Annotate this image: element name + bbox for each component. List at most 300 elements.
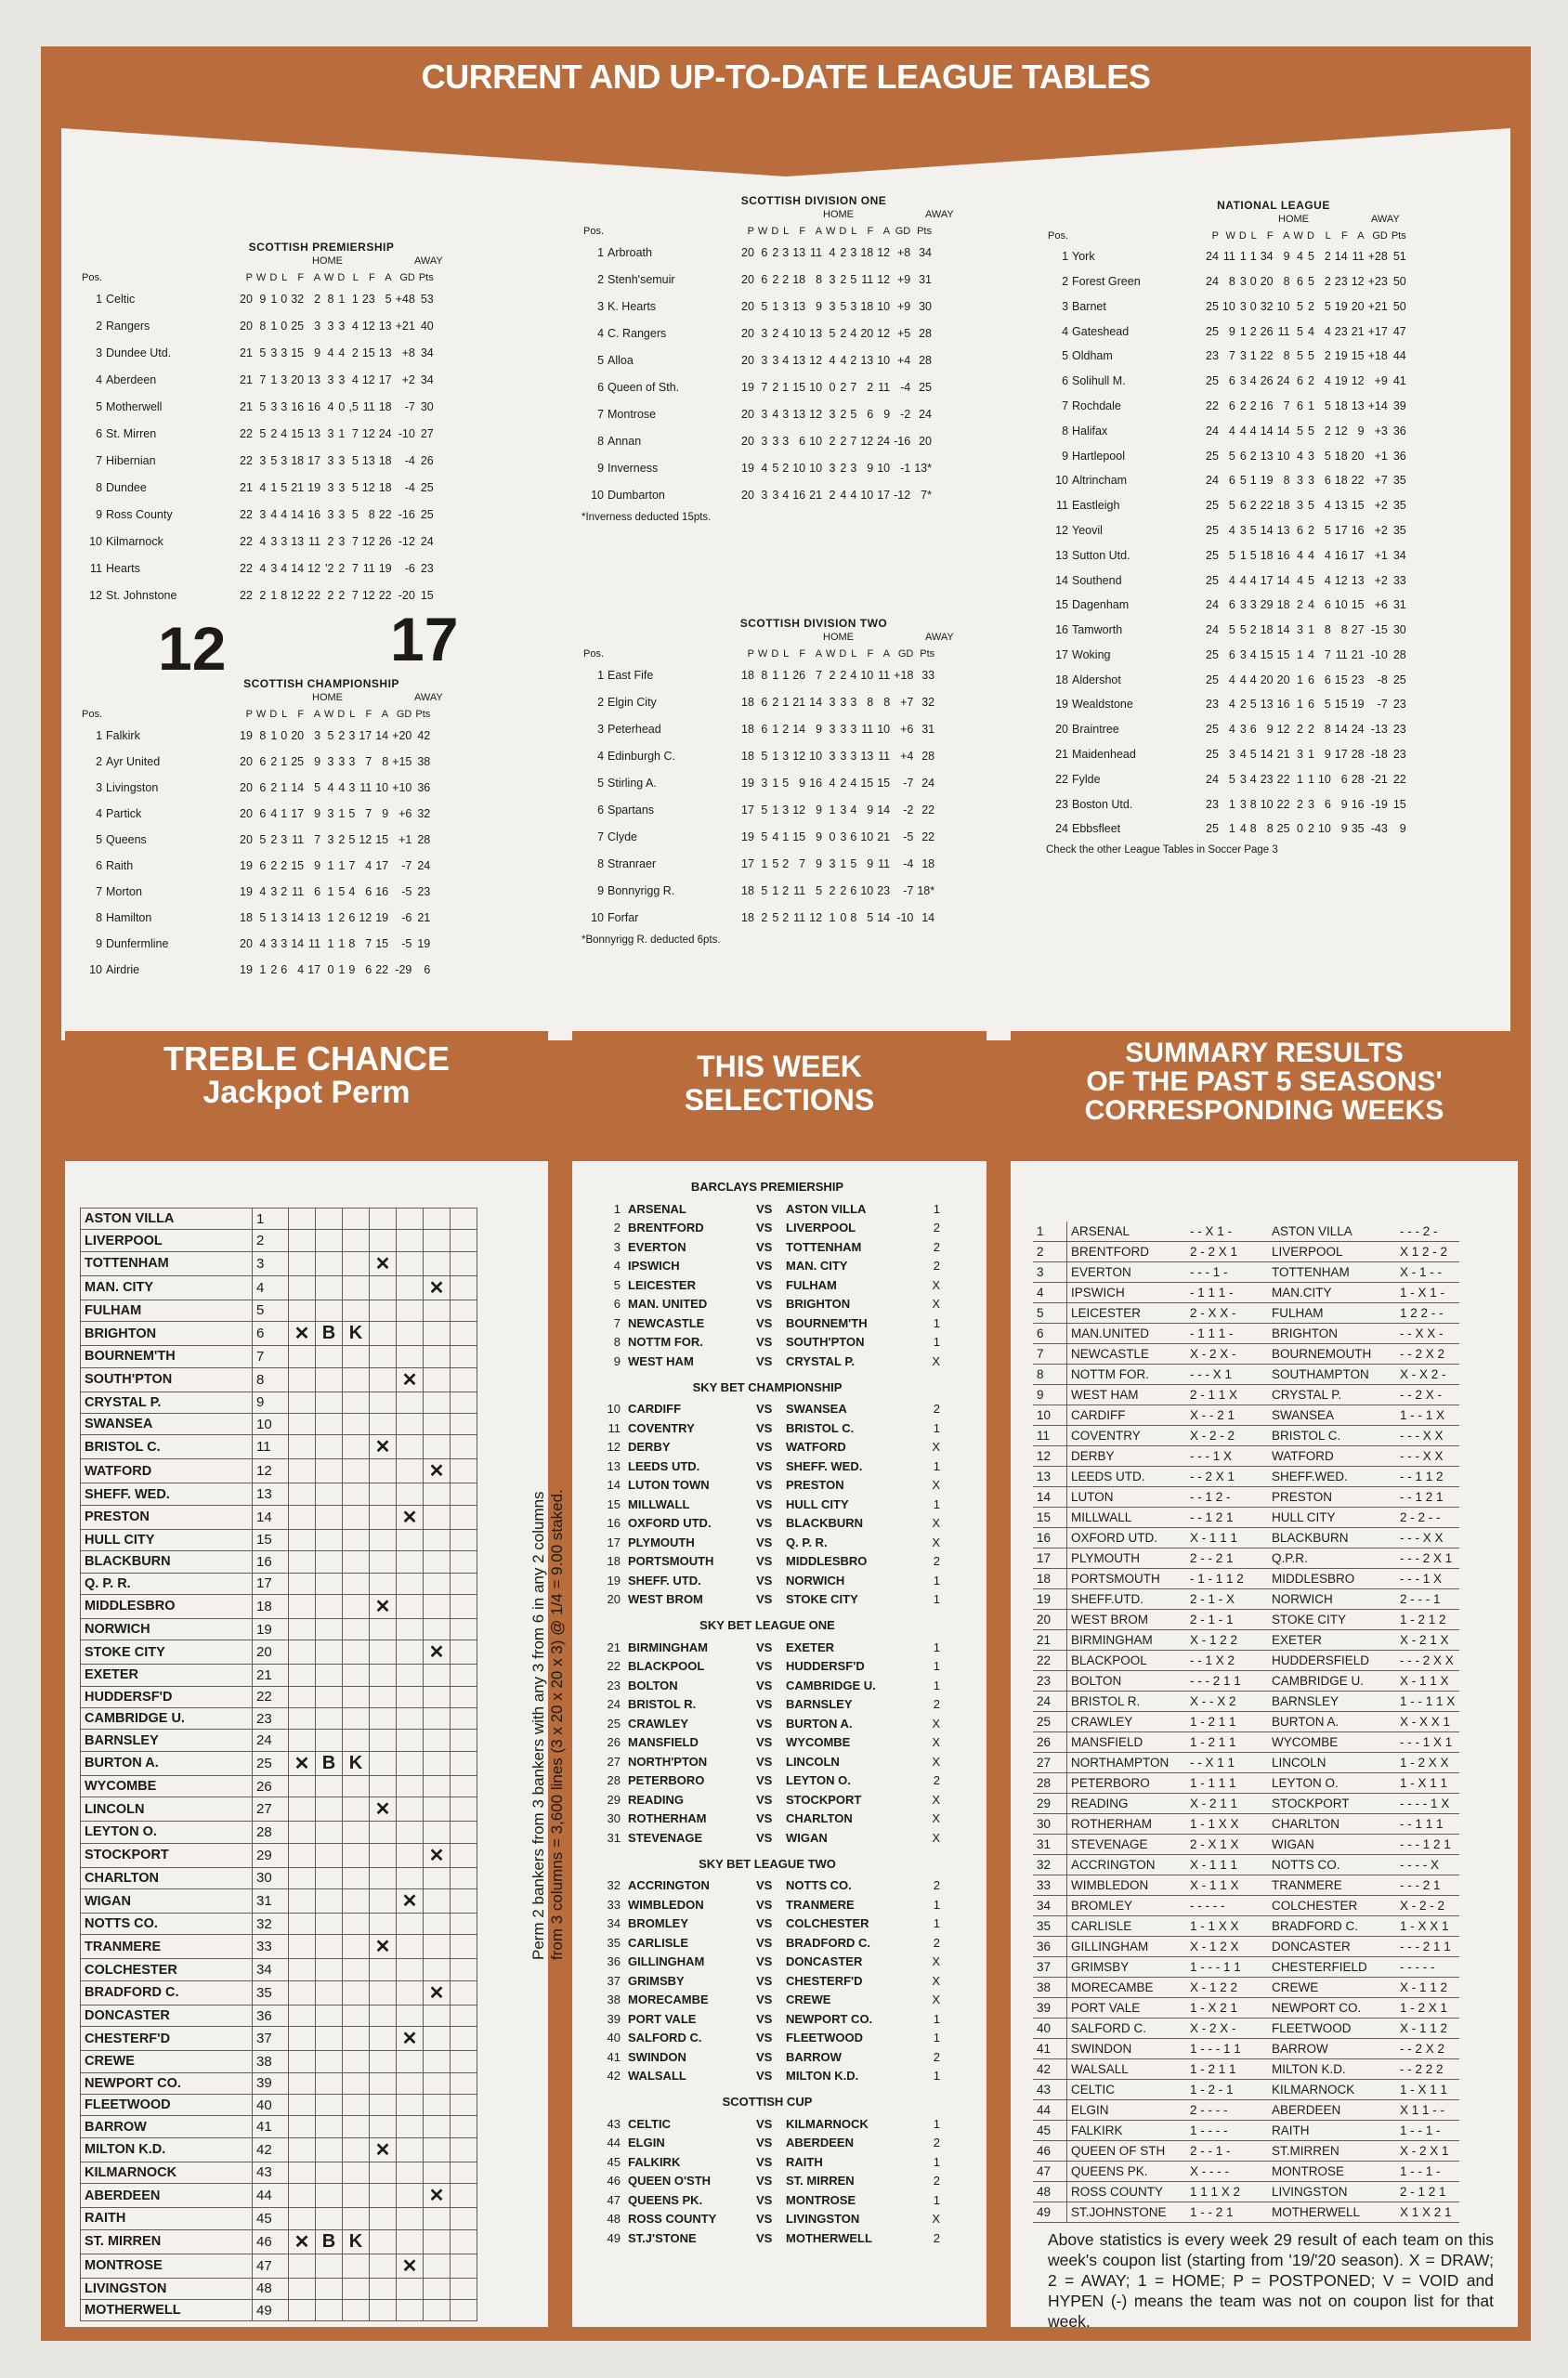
grid-cell[interactable] [397, 1322, 424, 1346]
grid-cell[interactable]: ✕ [370, 1435, 397, 1459]
grid-cell[interactable] [451, 1300, 477, 1321]
grid-cell[interactable] [316, 1822, 343, 1843]
grid-cell[interactable] [343, 1822, 370, 1843]
grid-cell[interactable] [343, 2137, 370, 2162]
grid-cell[interactable] [370, 1483, 397, 1505]
grid-cell[interactable] [424, 1435, 451, 1459]
grid-cell[interactable] [343, 2005, 370, 2026]
grid-cell[interactable] [397, 1640, 424, 1665]
grid-cell[interactable] [343, 1797, 370, 1822]
grid-cell[interactable] [343, 2027, 370, 2051]
grid-cell[interactable] [397, 1822, 424, 1843]
grid-cell[interactable] [424, 1230, 451, 1251]
grid-cell[interactable] [370, 1551, 397, 1573]
grid-cell[interactable] [451, 1843, 477, 1867]
grid-cell[interactable] [316, 1483, 343, 1505]
grid-cell[interactable] [289, 1959, 316, 1980]
grid-cell[interactable] [451, 2005, 477, 2026]
grid-cell[interactable] [316, 1889, 343, 1914]
grid-cell[interactable] [370, 1914, 397, 1935]
grid-cell[interactable] [289, 2027, 316, 2051]
grid-cell[interactable] [370, 2278, 397, 2299]
grid-cell[interactable] [370, 1867, 397, 1888]
grid-cell[interactable] [343, 1529, 370, 1550]
grid-cell[interactable] [370, 1980, 397, 2005]
grid-cell[interactable] [316, 2184, 343, 2208]
grid-cell[interactable] [316, 1843, 343, 1867]
grid-cell[interactable] [289, 1573, 316, 1594]
grid-cell[interactable] [289, 2208, 316, 2229]
grid-cell[interactable] [316, 1230, 343, 1251]
grid-cell[interactable] [424, 2254, 451, 2278]
grid-cell[interactable] [289, 1730, 316, 1751]
grid-cell[interactable] [289, 1889, 316, 1914]
grid-cell[interactable] [316, 1367, 343, 1392]
grid-cell[interactable] [451, 1322, 477, 1346]
grid-cell[interactable] [316, 2094, 343, 2115]
grid-cell[interactable] [451, 1889, 477, 1914]
grid-cell[interactable] [397, 2094, 424, 2115]
grid-cell[interactable] [451, 2208, 477, 2229]
grid-cell[interactable]: ✕ [370, 1594, 397, 1618]
grid-cell[interactable] [316, 1686, 343, 1707]
grid-cell[interactable]: ✕ [397, 1889, 424, 1914]
grid-cell[interactable] [343, 1914, 370, 1935]
grid-cell[interactable] [316, 1435, 343, 1459]
grid-cell[interactable] [289, 1708, 316, 1730]
grid-cell[interactable] [343, 1505, 370, 1529]
grid-cell[interactable] [451, 2072, 477, 2094]
grid-cell[interactable] [316, 2005, 343, 2026]
grid-cell[interactable] [424, 1551, 451, 1573]
grid-cell[interactable]: ✕ [370, 1251, 397, 1275]
grid-cell[interactable] [370, 1959, 397, 1980]
grid-cell[interactable]: B [316, 1751, 343, 1775]
grid-cell[interactable] [343, 1367, 370, 1392]
grid-cell[interactable] [397, 1230, 424, 1251]
grid-cell[interactable] [370, 1686, 397, 1707]
grid-cell[interactable] [289, 2094, 316, 2115]
grid-cell[interactable] [316, 1346, 343, 1367]
grid-cell[interactable]: ✕ [397, 2027, 424, 2051]
grid-cell[interactable] [451, 1505, 477, 1529]
grid-cell[interactable] [424, 1867, 451, 1888]
grid-cell[interactable] [451, 1914, 477, 1935]
grid-cell[interactable] [397, 2051, 424, 2072]
grid-cell[interactable] [397, 2208, 424, 2229]
grid-cell[interactable] [289, 1435, 316, 1459]
grid-cell[interactable] [343, 1275, 370, 1300]
grid-cell[interactable] [316, 1413, 343, 1434]
grid-cell[interactable] [289, 2116, 316, 2137]
grid-cell[interactable]: ✕ [397, 1367, 424, 1392]
grid-cell[interactable] [397, 1209, 424, 1230]
grid-cell[interactable] [451, 2051, 477, 2072]
grid-cell[interactable] [343, 1889, 370, 1914]
grid-cell[interactable] [424, 1797, 451, 1822]
grid-cell[interactable] [424, 1594, 451, 1618]
grid-cell[interactable] [343, 2254, 370, 2278]
grid-cell[interactable] [397, 1751, 424, 1775]
grid-cell[interactable] [424, 1392, 451, 1413]
grid-cell[interactable] [289, 2005, 316, 2026]
grid-cell[interactable]: ✕ [370, 1797, 397, 1822]
grid-cell[interactable] [343, 1935, 370, 1959]
grid-cell[interactable] [289, 1665, 316, 1686]
grid-cell[interactable] [451, 1367, 477, 1392]
grid-cell[interactable] [451, 1665, 477, 1686]
grid-cell[interactable] [370, 1751, 397, 1775]
grid-cell[interactable] [343, 1665, 370, 1686]
grid-cell[interactable] [451, 2254, 477, 2278]
grid-cell[interactable] [424, 1822, 451, 1843]
grid-cell[interactable] [424, 1889, 451, 1914]
grid-cell[interactable] [397, 1914, 424, 1935]
grid-cell[interactable]: ✕ [424, 1275, 451, 1300]
grid-cell[interactable] [289, 1392, 316, 1413]
grid-cell[interactable] [397, 1665, 424, 1686]
grid-cell[interactable] [316, 1914, 343, 1935]
grid-cell[interactable] [451, 1822, 477, 1843]
grid-cell[interactable] [424, 1322, 451, 1346]
grid-cell[interactable] [343, 2162, 370, 2183]
grid-cell[interactable] [424, 1959, 451, 1980]
grid-cell[interactable] [289, 1209, 316, 1230]
grid-cell[interactable] [397, 1867, 424, 1888]
grid-cell[interactable] [289, 1914, 316, 1935]
grid-cell[interactable] [451, 2278, 477, 2299]
grid-cell[interactable] [289, 1686, 316, 1707]
grid-cell[interactable] [343, 1435, 370, 1459]
grid-cell[interactable] [289, 1775, 316, 1797]
grid-cell[interactable] [397, 2162, 424, 2183]
grid-cell[interactable] [370, 1505, 397, 1529]
grid-cell[interactable] [316, 2162, 343, 2183]
grid-cell[interactable] [397, 2116, 424, 2137]
grid-cell[interactable] [424, 2278, 451, 2299]
grid-cell[interactable] [370, 1573, 397, 1594]
grid-cell[interactable] [370, 1413, 397, 1434]
grid-cell[interactable] [370, 2027, 397, 2051]
grid-cell[interactable] [451, 1230, 477, 1251]
grid-cell[interactable] [424, 2137, 451, 2162]
grid-cell[interactable] [451, 1529, 477, 1550]
grid-cell[interactable]: ✕ [424, 1640, 451, 1665]
grid-cell[interactable] [343, 1251, 370, 1275]
grid-cell[interactable] [397, 2278, 424, 2299]
grid-cell[interactable] [289, 1843, 316, 1867]
grid-cell[interactable] [397, 2184, 424, 2208]
grid-cell[interactable] [370, 1775, 397, 1797]
grid-cell[interactable] [424, 1775, 451, 1797]
grid-cell[interactable]: ✕ [397, 2254, 424, 2278]
grid-cell[interactable] [451, 1730, 477, 1751]
grid-cell[interactable] [451, 1573, 477, 1594]
grid-cell[interactable]: ✕ [424, 2184, 451, 2208]
grid-cell[interactable] [397, 2137, 424, 2162]
grid-cell[interactable] [424, 2116, 451, 2137]
grid-cell[interactable] [289, 1483, 316, 1505]
grid-cell[interactable] [370, 1708, 397, 1730]
grid-cell[interactable]: ✕ [370, 1935, 397, 1959]
grid-cell[interactable]: ✕ [289, 1751, 316, 1775]
grid-cell[interactable] [451, 1594, 477, 1618]
grid-cell[interactable] [316, 2254, 343, 2278]
grid-cell[interactable] [451, 1640, 477, 1665]
grid-cell[interactable] [343, 2184, 370, 2208]
grid-cell[interactable] [451, 2137, 477, 2162]
grid-cell[interactable] [451, 2184, 477, 2208]
grid-cell[interactable] [289, 2278, 316, 2299]
grid-cell[interactable] [289, 1980, 316, 2005]
grid-cell[interactable] [343, 2299, 370, 2320]
grid-cell[interactable] [424, 1300, 451, 1321]
grid-cell[interactable] [316, 1980, 343, 2005]
grid-cell[interactable] [397, 1843, 424, 1867]
grid-cell[interactable] [343, 1594, 370, 1618]
grid-cell[interactable]: ✕ [370, 2137, 397, 2162]
grid-cell[interactable] [343, 1730, 370, 1751]
grid-cell[interactable]: ✕ [397, 1505, 424, 1529]
grid-cell[interactable] [289, 1867, 316, 1888]
grid-cell[interactable] [316, 2027, 343, 2051]
grid-cell[interactable] [370, 2208, 397, 2229]
grid-cell[interactable] [316, 1573, 343, 1594]
grid-cell[interactable] [397, 2229, 424, 2254]
grid-cell[interactable] [289, 2299, 316, 2320]
grid-cell[interactable] [424, 2229, 451, 2254]
grid-cell[interactable]: B [316, 2229, 343, 2254]
grid-cell[interactable] [451, 1686, 477, 1707]
grid-cell[interactable] [343, 1980, 370, 2005]
grid-cell[interactable] [343, 1413, 370, 1434]
grid-cell[interactable] [424, 1708, 451, 1730]
grid-cell[interactable] [397, 1775, 424, 1797]
grid-cell[interactable] [343, 1843, 370, 1867]
grid-cell[interactable] [397, 1251, 424, 1275]
grid-cell[interactable] [289, 1251, 316, 1275]
grid-cell[interactable] [343, 2094, 370, 2115]
grid-cell[interactable] [424, 1413, 451, 1434]
grid-cell[interactable] [316, 1300, 343, 1321]
grid-cell[interactable] [397, 1686, 424, 1707]
grid-cell[interactable] [397, 1483, 424, 1505]
grid-cell[interactable] [289, 1935, 316, 1959]
grid-cell[interactable] [370, 1843, 397, 1867]
grid-cell[interactable] [451, 2116, 477, 2137]
grid-cell[interactable] [316, 1529, 343, 1550]
grid-cell[interactable] [289, 1551, 316, 1573]
grid-cell[interactable] [316, 1459, 343, 1483]
grid-cell[interactable] [289, 1594, 316, 1618]
grid-cell[interactable] [316, 1209, 343, 1230]
grid-cell[interactable] [343, 1551, 370, 1573]
grid-cell[interactable]: ✕ [424, 1980, 451, 2005]
grid-cell[interactable] [370, 1665, 397, 1686]
grid-cell[interactable] [343, 2116, 370, 2137]
grid-cell[interactable] [316, 1867, 343, 1888]
grid-cell[interactable] [316, 1708, 343, 1730]
grid-cell[interactable] [316, 1618, 343, 1640]
grid-cell[interactable] [316, 1775, 343, 1797]
grid-cell[interactable] [370, 2299, 397, 2320]
grid-cell[interactable] [289, 2137, 316, 2162]
grid-cell[interactable] [397, 2005, 424, 2026]
grid-cell[interactable] [316, 1551, 343, 1573]
grid-cell[interactable] [451, 1775, 477, 1797]
grid-cell[interactable] [451, 1708, 477, 1730]
grid-cell[interactable] [343, 1867, 370, 1888]
grid-cell[interactable] [424, 2027, 451, 2051]
grid-cell[interactable] [397, 1708, 424, 1730]
grid-cell[interactable] [451, 1209, 477, 1230]
grid-cell[interactable] [397, 1980, 424, 2005]
grid-cell[interactable] [316, 1505, 343, 1529]
grid-cell[interactable] [370, 2116, 397, 2137]
grid-cell[interactable] [289, 1459, 316, 1483]
grid-cell[interactable]: B [316, 1322, 343, 1346]
grid-cell[interactable] [370, 1392, 397, 1413]
grid-cell[interactable] [343, 1640, 370, 1665]
grid-cell[interactable] [316, 2051, 343, 2072]
grid-cell[interactable] [451, 1618, 477, 1640]
grid-cell[interactable] [343, 1346, 370, 1367]
grid-cell[interactable] [397, 2072, 424, 2094]
grid-cell[interactable] [343, 1392, 370, 1413]
grid-cell[interactable] [343, 2208, 370, 2229]
grid-cell[interactable] [451, 1551, 477, 1573]
grid-cell[interactable] [316, 2299, 343, 2320]
grid-cell[interactable] [370, 1730, 397, 1751]
grid-cell[interactable] [424, 2094, 451, 2115]
grid-cell[interactable] [370, 1209, 397, 1230]
grid-cell[interactable] [316, 1797, 343, 1822]
grid-cell[interactable] [370, 1822, 397, 1843]
grid-cell[interactable] [289, 2254, 316, 2278]
grid-cell[interactable] [343, 1209, 370, 1230]
grid-cell[interactable] [451, 1980, 477, 2005]
grid-cell[interactable] [424, 1483, 451, 1505]
grid-cell[interactable] [343, 2278, 370, 2299]
grid-cell[interactable] [424, 1686, 451, 1707]
grid-cell[interactable] [370, 1300, 397, 1321]
grid-cell[interactable] [316, 2072, 343, 2094]
grid-cell[interactable]: ✕ [424, 1843, 451, 1867]
grid-cell[interactable] [289, 2162, 316, 2183]
grid-cell[interactable] [370, 1346, 397, 1367]
grid-cell[interactable] [424, 1914, 451, 1935]
grid-cell[interactable]: K [343, 2229, 370, 2254]
grid-cell[interactable] [451, 1459, 477, 1483]
grid-cell[interactable] [343, 1483, 370, 1505]
grid-cell[interactable] [343, 1573, 370, 1594]
grid-cell[interactable] [316, 1275, 343, 1300]
grid-cell[interactable] [289, 1300, 316, 1321]
grid-cell[interactable] [343, 1459, 370, 1483]
grid-cell[interactable] [424, 2005, 451, 2026]
grid-cell[interactable] [424, 1529, 451, 1550]
grid-cell[interactable] [316, 1251, 343, 1275]
grid-cell[interactable] [424, 1751, 451, 1775]
grid-cell[interactable] [289, 1797, 316, 1822]
grid-cell[interactable] [424, 1665, 451, 1686]
grid-cell[interactable] [424, 1730, 451, 1751]
grid-cell[interactable] [370, 1367, 397, 1392]
grid-cell[interactable] [343, 1708, 370, 1730]
grid-cell[interactable] [370, 1275, 397, 1300]
grid-cell[interactable] [316, 1959, 343, 1980]
grid-cell[interactable] [451, 2229, 477, 2254]
grid-cell[interactable] [397, 1730, 424, 1751]
grid-cell[interactable] [370, 2005, 397, 2026]
grid-cell[interactable] [424, 1935, 451, 1959]
grid-cell[interactable] [451, 1483, 477, 1505]
grid-cell[interactable] [451, 1797, 477, 1822]
grid-cell[interactable] [343, 1775, 370, 1797]
grid-cell[interactable] [370, 2229, 397, 2254]
grid-cell[interactable] [424, 2299, 451, 2320]
grid-cell[interactable] [397, 1935, 424, 1959]
grid-cell[interactable] [370, 2072, 397, 2094]
grid-cell[interactable]: ✕ [289, 1322, 316, 1346]
grid-cell[interactable] [397, 1413, 424, 1434]
grid-cell[interactable] [343, 1686, 370, 1707]
grid-cell[interactable] [397, 1459, 424, 1483]
grid-cell[interactable] [424, 1573, 451, 1594]
grid-cell[interactable] [316, 1665, 343, 1686]
grid-cell[interactable] [289, 1529, 316, 1550]
grid-cell[interactable] [370, 1618, 397, 1640]
grid-cell[interactable] [343, 1618, 370, 1640]
grid-cell[interactable] [316, 1640, 343, 1665]
grid-cell[interactable] [289, 1413, 316, 1434]
grid-cell[interactable] [397, 1594, 424, 1618]
grid-cell[interactable] [451, 1251, 477, 1275]
grid-cell[interactable] [289, 1367, 316, 1392]
grid-cell[interactable] [451, 1751, 477, 1775]
grid-cell[interactable] [451, 1275, 477, 1300]
grid-cell[interactable] [289, 2051, 316, 2072]
grid-cell[interactable] [397, 1392, 424, 1413]
grid-cell[interactable] [397, 1797, 424, 1822]
grid-cell[interactable] [451, 2299, 477, 2320]
grid-cell[interactable] [424, 1346, 451, 1367]
grid-cell[interactable] [316, 1730, 343, 1751]
grid-cell[interactable] [397, 1300, 424, 1321]
grid-cell[interactable] [370, 1459, 397, 1483]
grid-cell[interactable] [451, 1413, 477, 1434]
grid-cell[interactable] [397, 1346, 424, 1367]
grid-cell[interactable] [370, 2254, 397, 2278]
grid-cell[interactable] [370, 2184, 397, 2208]
grid-cell[interactable] [451, 1435, 477, 1459]
grid-cell[interactable] [343, 1959, 370, 1980]
grid-cell[interactable] [424, 2162, 451, 2183]
grid-cell[interactable]: ✕ [424, 1459, 451, 1483]
grid-cell[interactable] [289, 1640, 316, 1665]
grid-cell[interactable] [424, 1618, 451, 1640]
grid-cell[interactable]: K [343, 1322, 370, 1346]
grid-cell[interactable] [289, 1275, 316, 1300]
grid-cell[interactable] [370, 1889, 397, 1914]
grid-cell[interactable] [370, 1640, 397, 1665]
grid-cell[interactable] [316, 1594, 343, 1618]
grid-cell[interactable] [451, 1935, 477, 1959]
grid-cell[interactable] [370, 1322, 397, 1346]
grid-cell[interactable] [316, 2278, 343, 2299]
grid-cell[interactable] [424, 1209, 451, 1230]
grid-cell[interactable]: K [343, 1751, 370, 1775]
